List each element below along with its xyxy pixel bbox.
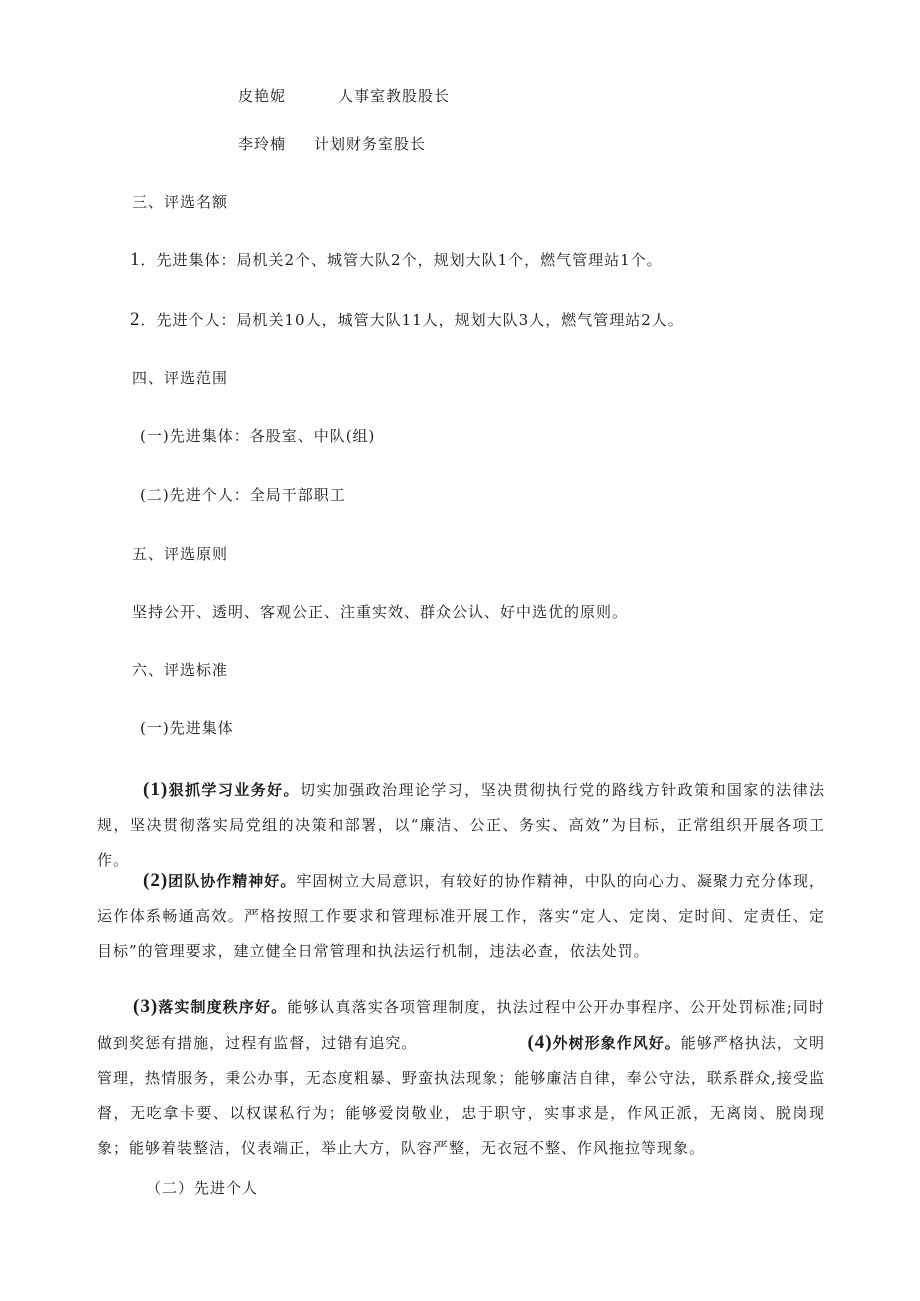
criteria-paragraph xyxy=(97,863,825,969)
criteria-title: 外树形象作风好。 xyxy=(552,1034,681,1052)
scope-item: (二)先进个人：全局干部职工 xyxy=(140,486,346,504)
principle-text: 坚持公开、透明、客观公正、注重实效、群众公认、好中选优的原则。 xyxy=(132,603,629,621)
member-title: 计划财务室股长 xyxy=(314,135,427,153)
member-name: 皮艳妮 xyxy=(238,87,287,105)
scope-item: (一)先进集体：各股室、中队(组) xyxy=(140,427,376,445)
criteria-text: 牢固树立大局意识，有较好的协作精神，中队的向心力、凝聚力充分体现，运作体系畅通高效。严格按照工作要求和管理标准开展工作，落实“定人、定岗、定时间、定责任、定目标”的管理要求，建立健全日常管理和执法运行机制，违法必查，依法处罚。 xyxy=(97,872,825,960)
quota-item xyxy=(130,310,684,330)
quota-item xyxy=(130,250,663,270)
criteria-index: (4) xyxy=(527,1032,553,1053)
subsection-heading: （二）先进个人 xyxy=(146,1179,259,1197)
member-title: 人事室教股股长 xyxy=(338,87,451,105)
criteria-index: (3) xyxy=(133,996,159,1017)
criteria-title: 狠抓学习业务好。 xyxy=(168,781,300,799)
section-heading: 六、评选标准 xyxy=(132,661,229,679)
item-text: ．先进个人：局机关10人，城管大队11人，规划大队3人，燃气管理站2人。 xyxy=(140,311,684,329)
criteria-index: (2) xyxy=(143,870,169,891)
criteria-paragraph xyxy=(97,989,825,1166)
criteria-title: 落实制度秩序好。 xyxy=(158,998,288,1016)
item-number: 2 xyxy=(130,309,141,330)
section-heading: 三、评选名额 xyxy=(132,193,229,211)
criteria-text: 能够严格执法，文明管理，热情服务，秉公办事，无态度粗暴、野蛮执法现象；能够廉洁自律，奉公守法，联系群众,接受监督，无吃拿卡要、以权谋私行为；能够爱岗敬业，忠于职守，实事求是，作风正派，无离岗、脱岗现象；能够着装整洁，仪表端正，举止大方，队容严整，无衣冠不整、作风拖拉等现象。 xyxy=(97,1034,825,1157)
subsection-heading: (一)先进集体 xyxy=(140,719,234,737)
item-text: ．先进集体：局机关2个、城管大队2个，规划大队1个，燃气管理站1个。 xyxy=(140,251,663,269)
criteria-text: 切实加强政治理论学习，坚决贯彻执行党的路线方针政策和国家的法律法规，坚决贯彻落实局党组的决策和部署，以“廉洁、公正、务实、高效”为目标，正常组织开展各项工作。 xyxy=(97,781,825,869)
criteria-title: 团队协作精神好。 xyxy=(168,872,297,890)
member-name: 李玲楠 xyxy=(238,135,287,153)
item-number: 1 xyxy=(130,249,141,270)
section-heading: 四、评选范围 xyxy=(132,369,229,387)
criteria-index: (1) xyxy=(143,779,169,800)
criteria-text: 能够认真落实各项管理制度，执法过程中公开办事程序、公开处罚标准;同时做到奖惩有措施，过程有监督，过错有追究。 xyxy=(97,998,825,1052)
section-heading: 五、评选原则 xyxy=(132,545,229,563)
